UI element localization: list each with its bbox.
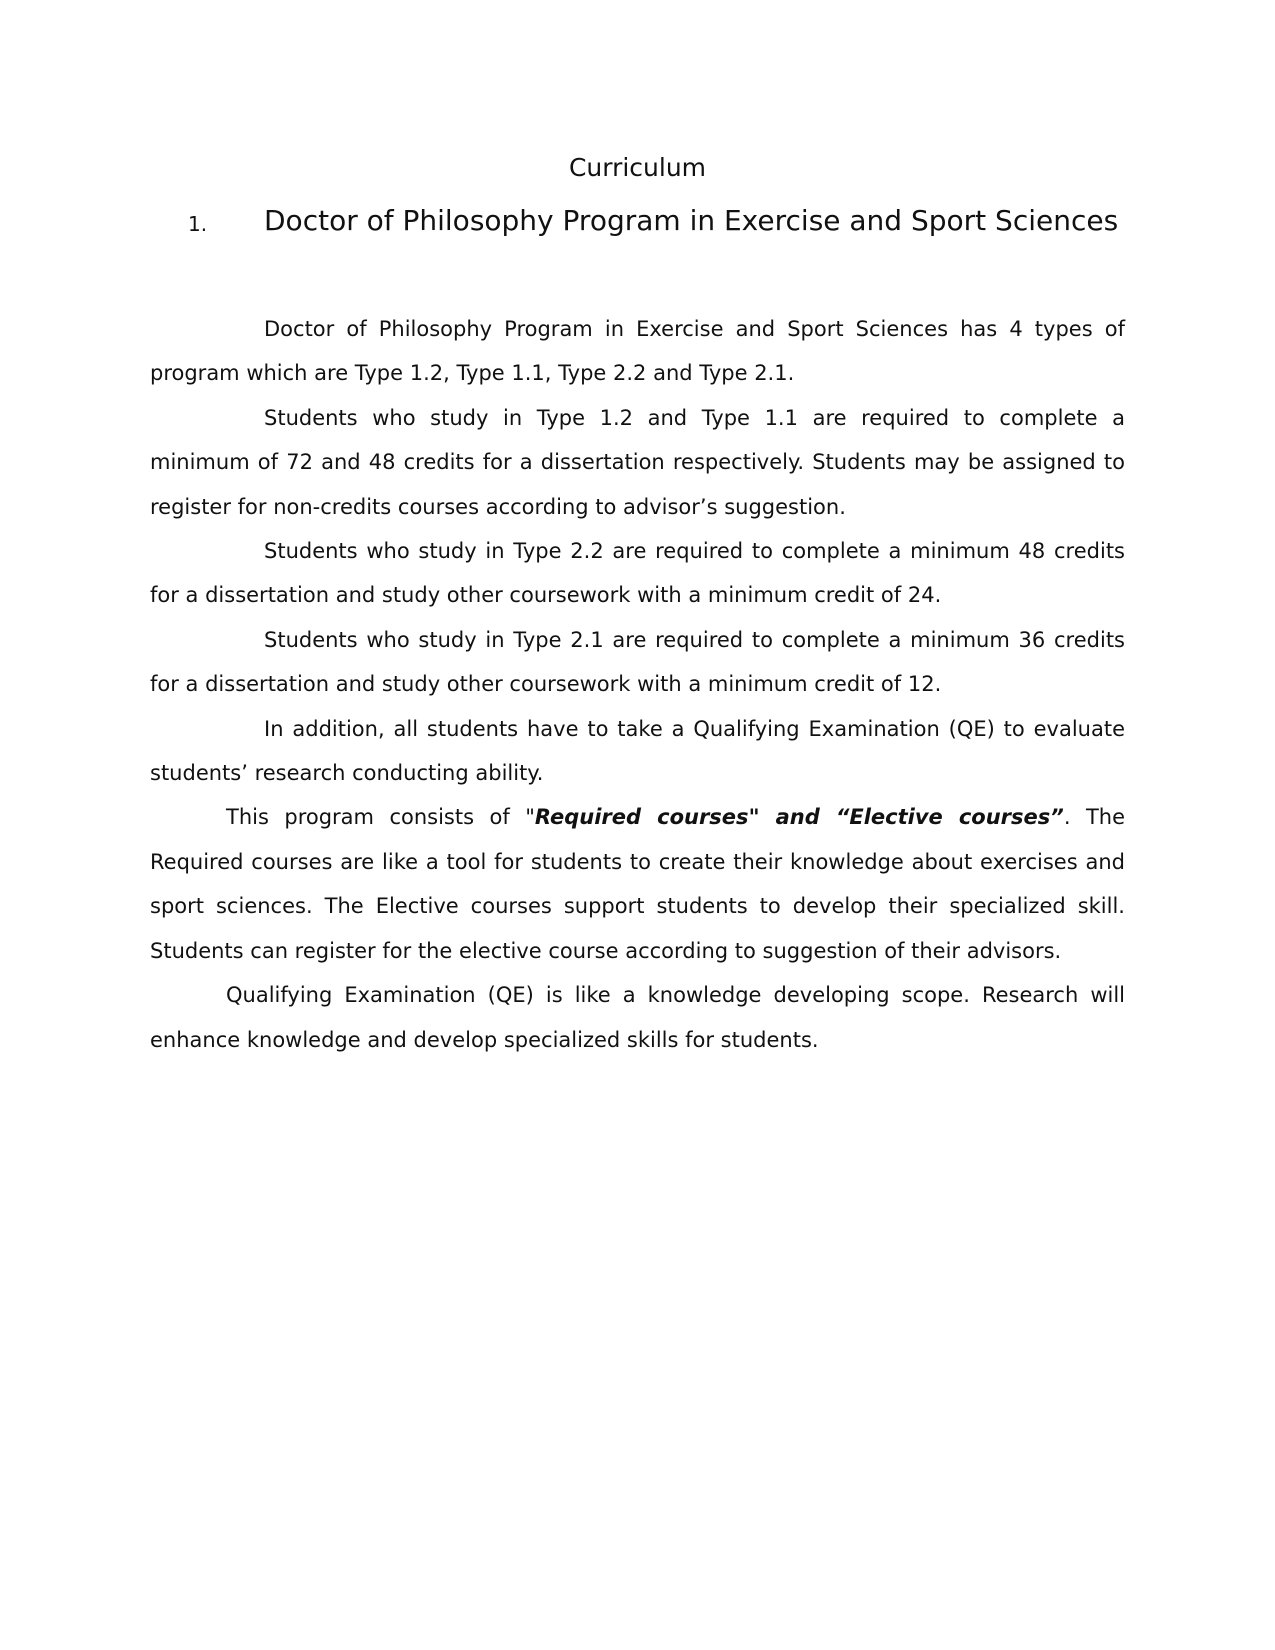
paragraph-qe-scope: Qualifying Examination (QE) is like a knowledge developing scope. Research will enhance knowledge and develop specialized skills for students. bbox=[150, 983, 1125, 1052]
required-courses-emphasis: Required courses bbox=[534, 805, 749, 830]
elective-courses-emphasis: Elective courses bbox=[849, 805, 1051, 830]
course-types-connector: " and “ bbox=[748, 805, 850, 830]
section-title: Doctor of Philosophy Program in Exercise and Sport Sciences bbox=[264, 204, 1119, 237]
course-types-lead: This program consists of " bbox=[226, 805, 535, 830]
section-number: 1. bbox=[188, 212, 208, 236]
paragraph-type-2-2-credits: Students who study in Type 2.2 are required to complete a minimum 48 credits for a dissertation and study other coursework with a minimum credit of 24. bbox=[150, 539, 1125, 608]
course-types-description: . The Required courses are like a tool for students to create their knowledge about exercises and sport sciences. The Elective courses support students to develop their specialized skill. Students can register for the elective course according to suggestion of their advisors. bbox=[150, 805, 1125, 963]
paragraph-course-types bbox=[150, 795, 1125, 973]
paragraph-type-2-1-credits: Students who study in Type 2.1 are required to complete a minimum 36 credits for a dissertation and study other coursework with a minimum credit of 12. bbox=[150, 627, 1125, 697]
body-text bbox=[150, 307, 1125, 1062]
paragraph-type-1-credits: Students who study in Type 1.2 and Type 1.1 are required to complete a minimum of 72 and 48 credits for a dissertation respectively. Students may be assigned to register for non-credits courses according to advisor’s suggestion. bbox=[150, 405, 1125, 519]
elective-close-quote: ” bbox=[1050, 805, 1064, 830]
document-title: Curriculum bbox=[568, 153, 707, 182]
paragraph-program-types: Doctor of Philosophy Program in Exercise and Sport Sciences has 4 types of program which are Type 1.2, Type 1.1, Type 2.2 and Type 2.1. bbox=[150, 317, 1125, 386]
paragraph-qualifying-exam: In addition, all students have to take a Qualifying Examination (QE) to evaluate students’ research conducting ability. bbox=[150, 716, 1125, 786]
